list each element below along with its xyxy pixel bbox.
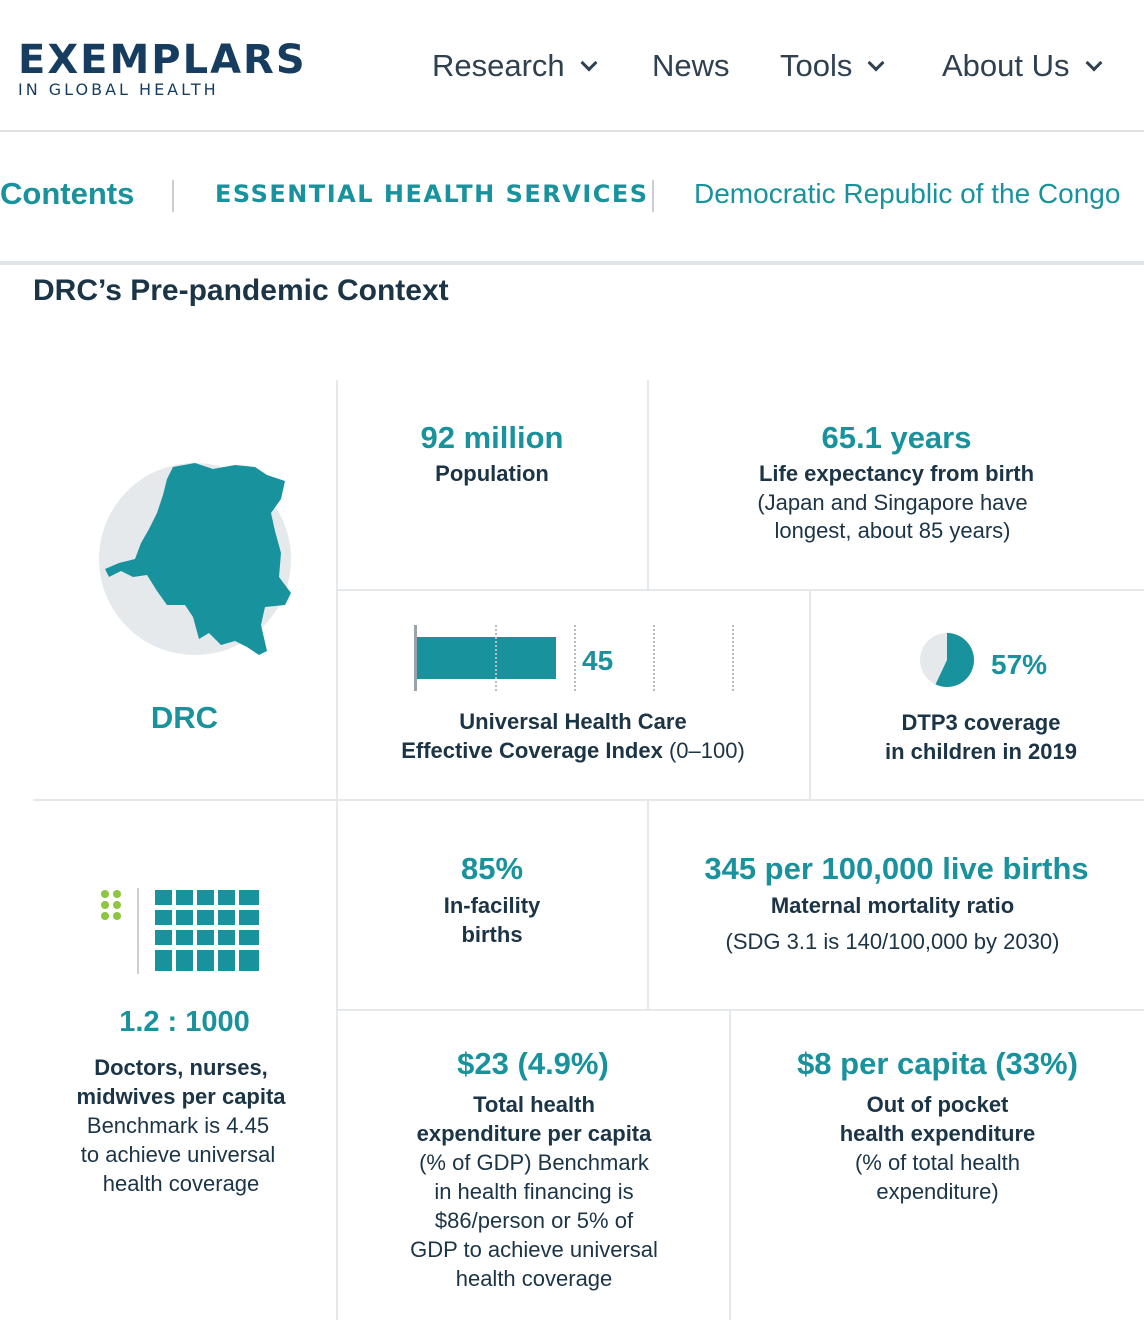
nav-news-label: News <box>652 48 730 83</box>
contents-link[interactable]: Contents <box>0 176 135 211</box>
maternal-mortality-label: Maternal mortality ratio <box>770 893 1015 918</box>
nav-news[interactable] <box>652 46 730 86</box>
workforce-ratio-icon <box>100 888 262 974</box>
health-expenditure-label: expenditure per capita <box>416 1121 652 1146</box>
health-expenditure-note: GDP to achieve universal <box>410 1237 658 1262</box>
maternal-mortality-value: 345 per 100,000 live births <box>704 851 1089 886</box>
maternal-mortality-note: (SDG 3.1 is 140/100,000 by 2030) <box>725 929 1060 954</box>
uhc-index-bar <box>417 637 556 679</box>
country-label: DRC <box>150 700 219 735</box>
uhc-index-label <box>337 736 809 765</box>
nav-tools-label: Tools <box>780 48 853 83</box>
health-expenditure-note: in health financing is <box>434 1179 634 1204</box>
chevron-down-icon <box>580 55 597 72</box>
grid-divider <box>33 799 1144 801</box>
breadcrumb-country[interactable]: Democratic Republic of the Congo <box>694 178 1121 209</box>
uhc-index-label-main: Effective Coverage Index <box>401 738 663 763</box>
workforce-label: midwives per capita <box>76 1084 286 1109</box>
dtp3-value: 57% <box>991 649 1048 680</box>
nav-research-label: Research <box>432 48 565 83</box>
workforce-label: Doctors, nurses, <box>94 1055 268 1080</box>
workforce-value: 1.2 : 1000 <box>119 1006 250 1038</box>
dtp3-label: in children in 2019 <box>885 739 1077 764</box>
life-expectancy-value: 65.1 years <box>821 420 972 455</box>
out-of-pocket-note: expenditure) <box>876 1179 999 1204</box>
out-of-pocket-label: health expenditure <box>839 1121 1036 1146</box>
health-expenditure-note: $86/person or 5% of <box>434 1208 634 1233</box>
chevron-down-icon <box>1085 55 1102 72</box>
facility-births-label: births <box>461 922 523 947</box>
nav-tools[interactable] <box>780 46 882 86</box>
logo-tagline: IN GLOBAL HEALTH <box>18 80 219 99</box>
life-expectancy-label: Life expectancy from birth <box>758 461 1035 486</box>
grid-divider <box>337 1009 1144 1011</box>
life-expectancy-note: (Japan and Singapore have <box>757 490 1028 515</box>
health-expenditure-note: (% of GDP) Benchmark <box>419 1150 649 1175</box>
population-value: 92 million <box>420 420 564 455</box>
nav-about-us-label: About Us <box>942 48 1070 83</box>
nav-about-us[interactable] <box>942 46 1100 86</box>
uhc-index-label: Universal Health Care <box>459 709 687 734</box>
page-title: DRC’s Pre-pandemic Context <box>33 274 449 307</box>
health-expenditure-value: $23 (4.9%) <box>457 1046 609 1081</box>
workforce-note: to achieve universal <box>80 1142 276 1167</box>
uhc-gridline <box>574 625 576 691</box>
out-of-pocket-note: (% of total health <box>854 1150 1021 1175</box>
breadcrumb-divider <box>172 180 174 212</box>
life-expectancy-note: longest, about 85 years) <box>774 518 1011 543</box>
drc-map-icon <box>95 455 295 665</box>
uhc-gridline <box>495 625 497 691</box>
uhc-index-range: (0–100) <box>662 738 745 763</box>
facility-births-value: 85% <box>460 851 524 886</box>
site-header <box>0 0 1144 132</box>
chevron-down-icon <box>868 55 885 72</box>
workforce-note: health coverage <box>102 1171 260 1196</box>
out-of-pocket-label: Out of pocket <box>866 1092 1009 1117</box>
facility-births-label: In-facility <box>443 893 541 918</box>
grid-divider <box>337 589 1144 591</box>
health-expenditure-note: health coverage <box>455 1266 613 1291</box>
uhc-gridline <box>732 625 734 691</box>
breadcrumb-topic[interactable]: ESSENTIAL HEALTH SERVICES <box>215 180 649 208</box>
workforce-note: Benchmark is 4.45 <box>86 1113 270 1138</box>
logo-wordmark: EXEMPLARS <box>18 37 307 83</box>
uhc-gridline <box>653 625 655 691</box>
site-logo[interactable] <box>18 38 307 99</box>
health-expenditure-label: Total health <box>473 1092 595 1117</box>
breadcrumb-divider <box>652 180 654 212</box>
dtp3-label: DTP3 coverage <box>901 710 1061 735</box>
population-label: Population <box>435 461 549 486</box>
nav-research[interactable] <box>432 46 595 86</box>
uhc-index-value: 45 <box>582 645 614 676</box>
grid-divider <box>809 590 811 800</box>
out-of-pocket-value: $8 per capita (33%) <box>797 1046 1078 1081</box>
dtp3-pie-chart <box>919 632 975 688</box>
